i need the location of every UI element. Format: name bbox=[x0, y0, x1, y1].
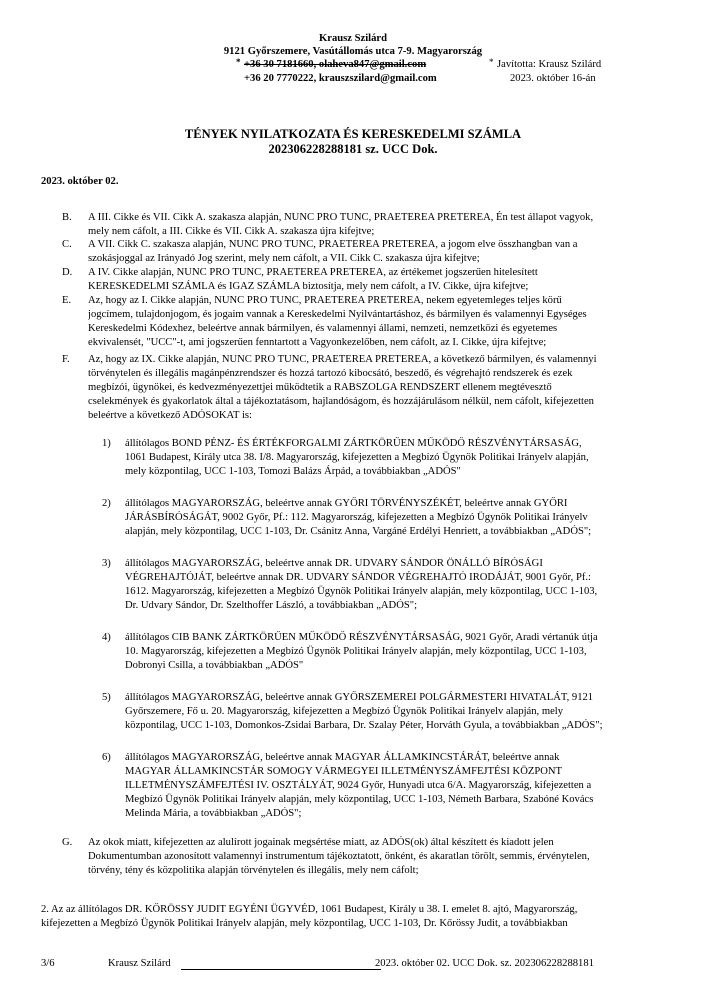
section-label: B. bbox=[62, 212, 72, 223]
debtor-number: 3) bbox=[102, 558, 111, 569]
section-line: Az, hogy az I. Cikke alapján, NUNC PRO TUNC, PRAETEREA PRETEREA, nekem egyetemleges teljes körű bbox=[88, 295, 562, 306]
section-line: beleértve a következő ADÓSOKAT is: bbox=[88, 410, 252, 421]
paragraph-line: kifejezetten a Megbízó Ügynök Politikai Irányelv alapján, mely központilag, UCC 1-103, Dr. Kőrössy Judit, a továbbiakban bbox=[41, 918, 568, 929]
section-line: szokásjoggal az Irányadó Jog szerint, mely nem cáfolt, a VII. Cikk C. szakasza újra kifejtve; bbox=[88, 253, 480, 264]
section-label: D. bbox=[62, 267, 73, 278]
debtor-line: állítólagos CIB BANK ZÁRTKÖRŰEN MŰKÖDŐ RÉSZVÉNYTÁRSASÁG, 9021 Győr, Aradi vértanúk útja bbox=[125, 632, 598, 643]
document-date: 2023. október 02. bbox=[41, 176, 119, 187]
debtor-number: 1) bbox=[102, 438, 111, 449]
debtor-line: 10. Magyarország, kifejezetten a Megbízó Ügynök Politikai Irányelv alapján, mely központilag, UCC 1-103, bbox=[125, 646, 587, 657]
old-contact: +36 30 7181660, olaheva847@gmail.com bbox=[244, 59, 427, 70]
section-line: törvény, tény és közpolitika alapján törvénytelen és illegális, mely nem cáfolt; bbox=[88, 865, 419, 876]
footer-name: Krausz Szilárd bbox=[108, 958, 171, 969]
document-number: 202306228288181 sz. UCC Dok. bbox=[268, 142, 438, 156]
section-line: cselekmények és gyakorlatok által a tájékoztatásom, hajlandóságom, és hozzájárulásom nélkül, nem cáfolt, kifejezetten bbox=[88, 396, 594, 407]
debtor-line: MAGYAR ÁLLAMKINCSTÁR SOMOGY VÁRMEGYEI ILLETMÉNYSZÁMFEJTÉSI KÖZPONT bbox=[125, 766, 562, 777]
section-line: ekvivalensét, "UCC"-t, ami jogszerűen fenntartott a Vagyonkezelőben, nem cáfolt, az I. Cikke, újra kifejtve; bbox=[88, 337, 547, 348]
debtor-line: állítólagos MAGYARORSZÁG, beleértve annak DR. UDVARY SÁNDOR ÖNÁLLÓ BÍRÓSÁGI bbox=[125, 558, 543, 569]
debtor-line: központilag, UCC 1-103, Domonkos-Zsidai Barbara, Dr. Szalay Péter, Horváth Gyula, a továbbiakban „ADÓS"; bbox=[125, 720, 603, 731]
section-line: KERESKEDELMI SZÁMLA és IGAZ SZÁMLA biztosítja, mely nem cáfolt, a IV. Cikke, újra kifejtve; bbox=[88, 281, 529, 292]
debtor-line: VÉGREHAJTÓJÁT, beleértve annak DR. UDVARY SÁNDOR VÉGREHAJTÓ IRODÁJÁT, 9001 Győr, Pf.: bbox=[125, 572, 591, 583]
section-line: megbízói, ügynökei, és kedvezményezettjei működtetik a RABSZOLGA RENDSZERT ellenem megtévesztő bbox=[88, 382, 552, 393]
section-label: C. bbox=[62, 239, 72, 250]
correction-star: * bbox=[489, 57, 494, 67]
section-line: jogcímem, tulajdonjogom, és jogaim vannak a Kereskedelmi Nyilvántartáshoz, és bármilyen és valamennyi Egységes bbox=[88, 309, 587, 320]
debtor-line: alapján, mely központilag, UCC 1-103, Dr. Csánitz Anna, Vargáné Erdélyi Henriett, a továbbiakban „ADÓS"; bbox=[125, 526, 592, 537]
section-label: G. bbox=[62, 837, 73, 848]
debtor-line: állítólagos BOND PÉNZ- ÉS ÉRTÉKFORGALMI ZÁRTKÖRŰEN MŰKÖDŐ RÉSZVÉNYTÁRSASÁG, bbox=[125, 438, 582, 449]
debtor-line: mely központilag, UCC 1-103, Tomozi Balázs Árpád, a továbbiakban „ADÓS" bbox=[125, 466, 461, 477]
strike-star: * bbox=[236, 57, 241, 67]
footer-doc-ref: 2023. október 02. UCC Dok. sz. 202306228288181 bbox=[375, 958, 594, 969]
debtor-line: ILLETMÉNYSZÁMFEJTÉSI IV. OSZTÁLYÁT, 9024 Győr, Hunyadi utca 6/A. Magyarország, kifejezetten a bbox=[125, 780, 592, 791]
debtor-number: 4) bbox=[102, 632, 111, 643]
debtor-line: állítólagos MAGYARORSZÁG, beleértve annak GYŐRSZEMEREI POLGÁRMESTERI HIVATALÁT, 9121 bbox=[125, 692, 594, 703]
debtor-line: Melinda Mária, a továbbiakban „ADÓS"; bbox=[125, 808, 302, 819]
document-title: TÉNYEK NYILATKOZATA ÉS KERESKEDELMI SZÁMLA bbox=[184, 127, 522, 141]
signature-line bbox=[181, 958, 381, 970]
debtor-line: JÁRÁSBÍRÓSÁGÁT, 9002 Győr, Pf.: 112. Magyarország, kifejezetten a Megbízó Ügynök Politikai Irányelv bbox=[125, 512, 588, 523]
new-contact: +36 20 7770222, krauszszilard@gmail.com bbox=[244, 73, 437, 84]
debtor-line: 1612. Magyarország, kifejezetten a Megbízó Ügynök Politikai Irányelv alapján, mely központilag, UCC 1-103, bbox=[125, 586, 598, 597]
section-line: A III. Cikke és VII. Cikk A. szakasza alapján, NUNC PRO TUNC, PRAETEREA PRETEREA, Én test állapot vagyok, bbox=[88, 212, 594, 223]
footer-signature bbox=[108, 957, 381, 970]
debtor-number: 5) bbox=[102, 692, 111, 703]
debtor-line: Dr. Udvary Sándor, Dr. Szelthoffer László, a továbbiakban „ADÓS"; bbox=[125, 600, 418, 611]
section-line: Kereskedelmi Kódexhez, beleértve annak bármilyen, és valamennyi állami, nemzeti, nemzetközi és egyetemes bbox=[88, 323, 558, 334]
section-line: Az okok miatt, kifejezetten az alulírott jogainak megsértése miatt, az ADÓS(ok) által készített és kiadott jelen bbox=[88, 837, 554, 848]
section-line: Az, hogy az IX. Cikke alapján, NUNC PRO TUNC, PRAETEREA PRETEREA, a következő bármilyen, és valamennyi bbox=[88, 354, 597, 365]
debtor-number: 2) bbox=[102, 498, 111, 509]
corrected-date: 2023. október 16-án bbox=[510, 73, 596, 84]
debtor-line: Megbízó Ügynök Politikai Irányelv alapján, mely központilag, UCC 1-103, Németh Barbara, Szabóné Kovács bbox=[125, 794, 594, 805]
debtor-line: állítólagos MAGYARORSZÁG, beleértve annak GYŐRI TÖRVÉNYSZÉKÉT, beleértve annak GYŐRI bbox=[125, 498, 568, 509]
debtor-line: Dobronyi Csilla, a továbbiakban „ADÓS" bbox=[125, 660, 304, 671]
debtor-line: 1061 Budapest, Király utca 38. I/8. Magyarország, kifejezetten a Megbízó Ügynök Politikai Irányelv alapján, bbox=[125, 452, 589, 463]
corrected-by: Javította: Krausz Szilárd bbox=[497, 59, 602, 70]
section-line: mely nem cáfolt, a III. Cikke és VII. Cikk A. szakasza újra kifejtve; bbox=[88, 226, 375, 237]
section-label: E. bbox=[62, 295, 72, 306]
paragraph-line: 2. Az az állítólagos DR. KŐRÖSSY JUDIT EGYÉNI ÜGYVÉD, 1061 Budapest, Király u 38. I. emelet 8. ajtó, Magyarország, bbox=[41, 904, 578, 915]
page-number: 3/6 bbox=[41, 958, 55, 969]
section-line: A VII. Cikk C. szakasza alapján, NUNC PRO TUNC, PRAETEREA PRETEREA, a jogom elve összhangban van a bbox=[88, 239, 578, 250]
debtor-number: 6) bbox=[102, 752, 111, 763]
debtor-line: Győrszemere, Fő u. 20. Magyarország, kifejezetten a Megbízó Ügynök Politikai Irányelv alapján, mely bbox=[125, 706, 564, 717]
section-label: F. bbox=[62, 354, 70, 365]
author-name: Krausz Szilárd bbox=[319, 33, 387, 44]
section-line: Dokumentumban azonosított valamennyi instrumentum tájékoztatott, önként, és akaratlan törölt, semmis, érvénytelen, bbox=[88, 851, 590, 862]
debtor-line: állítólagos MAGYARORSZÁG, beleértve annak MAGYAR ÁLLAMKINCSTÁRÁT, beleértve annak bbox=[125, 752, 560, 763]
section-line: A IV. Cikke alapján, NUNC PRO TUNC, PRAETEREA PRETEREA, az értékemet jogszerűen hitelesített bbox=[88, 267, 538, 278]
section-line: törvénytelen és illegális magánpénzrendszer és hozzá tartozó kibocsátó, beszedő, és végrehajtó rendszerek és ezek bbox=[88, 368, 573, 379]
author-address: 9121 Győrszemere, Vasútállomás utca 7-9. Magyarország bbox=[223, 46, 483, 57]
